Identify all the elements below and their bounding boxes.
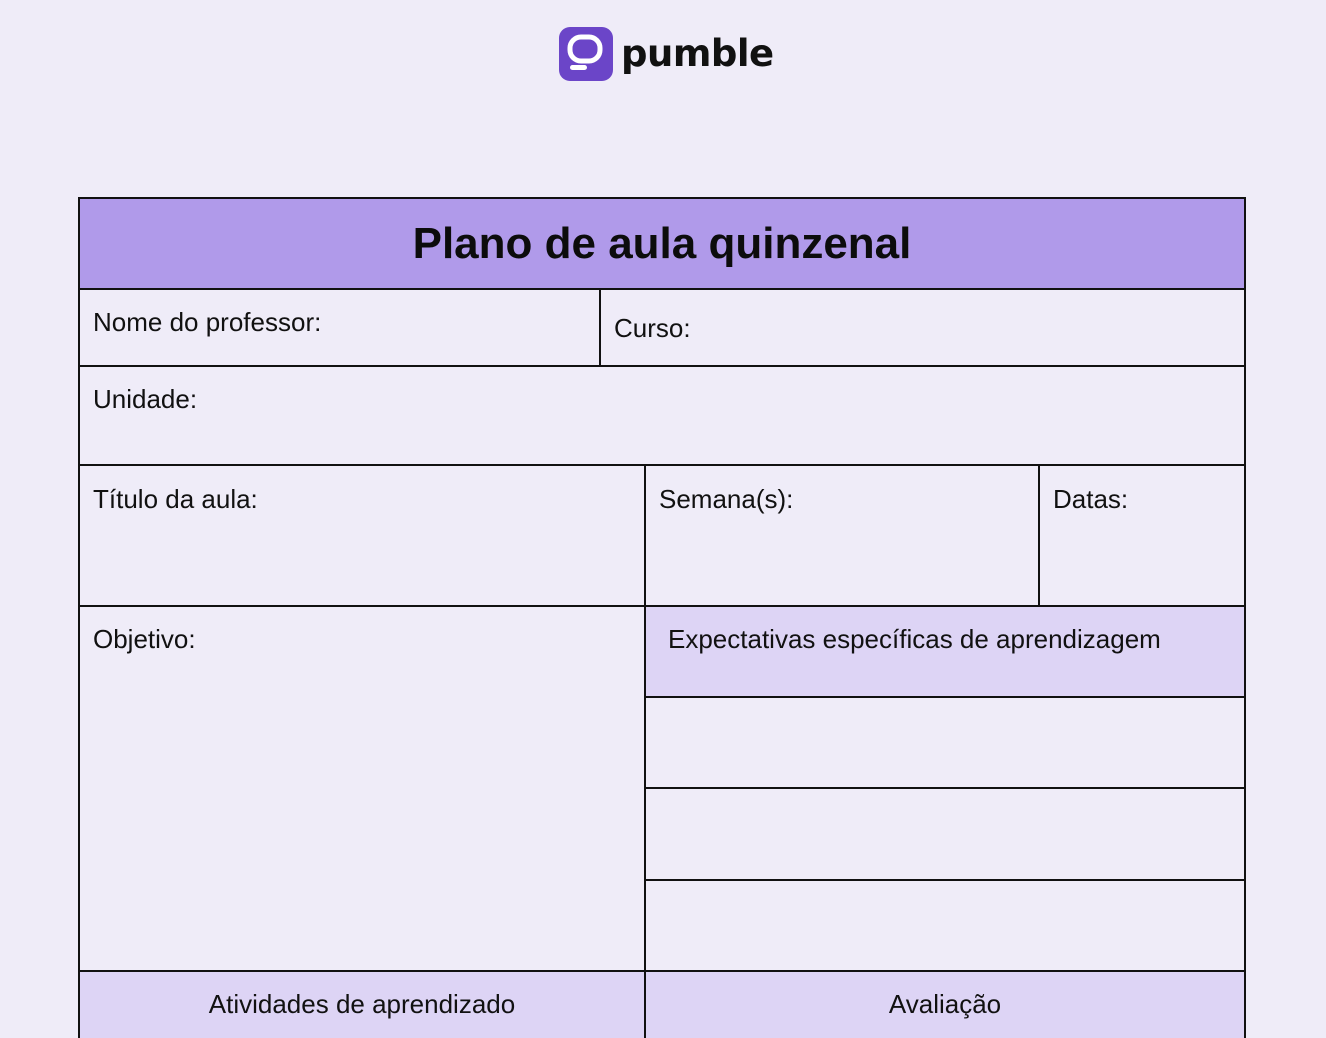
unit-label: Unidade:: [93, 384, 198, 414]
teacher-name-label: Nome do professor:: [93, 307, 322, 337]
brand-name: pumble: [621, 32, 774, 75]
learning-expectations-header: Expectativas específicas de aprendizagem: [668, 624, 1161, 654]
assessment-header: Avaliação: [888, 988, 1002, 1019]
weeks-label: Semana(s):: [659, 484, 794, 514]
divider: [78, 605, 1246, 607]
expectation-row-2[interactable]: [646, 789, 1244, 879]
weeks-field[interactable]: [646, 520, 1038, 605]
course-label: Curso:: [614, 313, 691, 343]
learning-activities-header: Atividades de aprendizado: [208, 988, 516, 1019]
teacher-name-field[interactable]: [360, 290, 598, 365]
unit-field[interactable]: [80, 420, 1244, 464]
pumble-logo-icon: [559, 27, 613, 81]
divider: [78, 464, 1246, 466]
lesson-title-label: Título da aula:: [93, 484, 258, 514]
expectation-row-1[interactable]: [646, 698, 1244, 787]
course-field[interactable]: [710, 290, 1244, 365]
expectation-row-3[interactable]: [646, 881, 1244, 970]
objective-label: Objetivo:: [93, 624, 196, 654]
dates-field[interactable]: [1040, 520, 1244, 605]
form-title: Plano de aula quinzenal: [412, 218, 912, 268]
divider: [599, 288, 601, 367]
brand-logo[interactable]: [559, 27, 774, 81]
lesson-title-field[interactable]: [80, 520, 644, 605]
objective-field[interactable]: [80, 660, 644, 970]
divider: [78, 365, 1246, 367]
dates-label: Datas:: [1053, 484, 1129, 514]
